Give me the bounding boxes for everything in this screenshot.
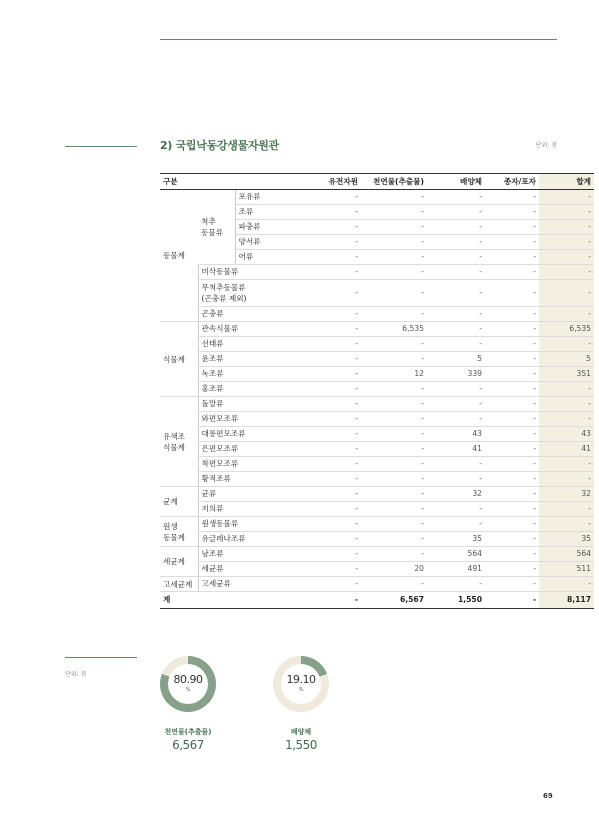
cell-value: - — [361, 220, 427, 235]
cell-value: - — [307, 265, 361, 280]
cell-value: - — [485, 397, 539, 412]
row-label: 균류 — [198, 487, 307, 502]
cell-value: - — [539, 265, 594, 280]
percent-sign: % — [185, 687, 191, 693]
row-label: 윤조류 — [198, 352, 307, 367]
top-rule — [160, 39, 557, 40]
row-label: 홍조류 — [198, 382, 307, 397]
row-label: 와편모조류 — [198, 412, 307, 427]
cell-value: - — [361, 397, 427, 412]
cell-value: - — [485, 265, 539, 280]
row-label: 어류 — [235, 250, 307, 265]
percent-sign: % — [298, 687, 304, 693]
cell-value: - — [485, 235, 539, 250]
cell-value: - — [427, 472, 485, 487]
cell-value: - — [539, 307, 594, 322]
cell-value: 5 — [539, 352, 594, 367]
table-row — [160, 517, 594, 532]
cell-value: - — [539, 250, 594, 265]
table-row — [160, 397, 594, 412]
row-label: 은편모조류 — [198, 442, 307, 457]
cell-value: - — [361, 235, 427, 250]
cell-value: - — [361, 250, 427, 265]
cell-value: - — [361, 337, 427, 352]
cell-value: 35 — [539, 532, 594, 547]
table-row — [160, 337, 594, 352]
cell-value: 35 — [427, 532, 485, 547]
header-genetic: 유전자원 — [307, 174, 361, 190]
table-row — [160, 532, 594, 547]
row-label: 지의류 — [198, 502, 307, 517]
group-label: 동물계 — [160, 190, 198, 322]
cell-value: - — [307, 235, 361, 250]
cell-value: - — [485, 427, 539, 442]
total-label: 계 — [160, 592, 307, 609]
table-row — [160, 427, 594, 442]
cell-value: - — [485, 472, 539, 487]
cell-value: - — [539, 397, 594, 412]
cell-value: 491 — [427, 562, 485, 577]
cell-value: - — [307, 457, 361, 472]
donut-label: 배양체 — [290, 728, 312, 736]
cell-value: - — [427, 517, 485, 532]
collection-table — [160, 173, 594, 609]
cell-value: - — [307, 562, 361, 577]
cell-value: - — [427, 577, 485, 592]
cell-value: - — [427, 412, 485, 427]
donut-percent: 80.90 — [173, 673, 203, 686]
row-label: 양서류 — [235, 235, 307, 250]
cell-value: 32 — [427, 487, 485, 502]
row-label: 포유류 — [235, 190, 307, 205]
cell-value: - — [485, 532, 539, 547]
cell-value: - — [485, 382, 539, 397]
row-label: 유글레나조류 — [198, 532, 307, 547]
cell-value: 41 — [539, 442, 594, 457]
table-row — [160, 502, 594, 517]
cell-value: 351 — [539, 367, 594, 382]
donut-label: 천연물(추출물) — [164, 728, 212, 736]
cell-value: - — [361, 547, 427, 562]
page-number: 69 — [543, 792, 553, 800]
cell-value: - — [427, 382, 485, 397]
table-row — [160, 382, 594, 397]
cell-value: 32 — [539, 487, 594, 502]
cell-value: - — [361, 265, 427, 280]
cell-value: - — [361, 352, 427, 367]
cell-value: 511 — [539, 562, 594, 577]
row-label: 착편모조류 — [198, 457, 307, 472]
cell-value: 339 — [427, 367, 485, 382]
unit-label-left: 단위: 점 — [65, 671, 87, 678]
cell-value: - — [485, 412, 539, 427]
cell-value: - — [307, 427, 361, 442]
donut-value: 6,567 — [172, 738, 204, 752]
total-value: 1,550 — [427, 592, 485, 609]
cell-value: - — [307, 487, 361, 502]
table-header — [160, 174, 594, 190]
cell-value: - — [485, 322, 539, 337]
total-row — [160, 592, 594, 609]
cell-value: 43 — [427, 427, 485, 442]
cell-value: - — [485, 487, 539, 502]
cell-value: - — [427, 307, 485, 322]
cell-value: - — [485, 220, 539, 235]
cell-value: - — [361, 427, 427, 442]
table-row — [160, 190, 594, 205]
cell-value: - — [361, 502, 427, 517]
table-row — [160, 577, 594, 592]
cell-value: - — [539, 190, 594, 205]
cell-value: - — [307, 532, 361, 547]
cell-value: - — [307, 280, 361, 307]
cell-value: - — [307, 322, 361, 337]
left-rule — [65, 146, 137, 147]
left-rule-2 — [65, 657, 137, 658]
cell-value: - — [427, 190, 485, 205]
cell-value: - — [485, 337, 539, 352]
cell-value: - — [361, 457, 427, 472]
row-label: 녹조류 — [198, 367, 307, 382]
table-row — [160, 265, 594, 280]
cell-value: - — [361, 517, 427, 532]
cell-value: - — [485, 442, 539, 457]
cell-value: - — [307, 517, 361, 532]
row-label: 관속식물류 — [198, 322, 307, 337]
unit-label: 단위: 점 — [535, 142, 557, 149]
group-label: 고세균계 — [160, 577, 198, 592]
row-label: 무척추동물류 (곤충류 제외) — [198, 280, 307, 307]
table-row — [160, 307, 594, 322]
cell-value: - — [307, 250, 361, 265]
header-seed: 종자/포자 — [485, 174, 539, 190]
row-label: 황적조류 — [198, 472, 307, 487]
table-row — [160, 487, 594, 502]
cell-value: - — [361, 412, 427, 427]
cell-value: 43 — [539, 427, 594, 442]
cell-value: - — [485, 367, 539, 382]
cell-value: - — [307, 352, 361, 367]
row-label: 남조류 — [198, 547, 307, 562]
cell-value: - — [361, 487, 427, 502]
total-value: - — [485, 592, 539, 609]
cell-value: - — [307, 367, 361, 382]
cell-value: - — [539, 502, 594, 517]
cell-value: - — [485, 280, 539, 307]
cell-value: - — [307, 382, 361, 397]
cell-value: - — [307, 472, 361, 487]
row-label: 원생동물류 — [198, 517, 307, 532]
subgroup-label: 척추 동물류 — [198, 190, 235, 265]
cell-value: - — [539, 472, 594, 487]
cell-value: - — [539, 220, 594, 235]
cell-value: - — [307, 412, 361, 427]
row-label: 고세균류 — [198, 577, 307, 592]
donut-percent: 19.10 — [286, 673, 316, 686]
cell-value: - — [361, 307, 427, 322]
group-label: 세균계 — [160, 547, 198, 577]
row-label: 곤충류 — [198, 307, 307, 322]
header-category: 구분 — [160, 174, 307, 190]
cell-value: 12 — [361, 367, 427, 382]
cell-value: - — [307, 442, 361, 457]
cell-value: - — [427, 502, 485, 517]
row-label: 선태류 — [198, 337, 307, 352]
cell-value: - — [361, 472, 427, 487]
cell-value: - — [485, 502, 539, 517]
group-label: 유색조 식물계 — [160, 397, 198, 487]
cell-value: - — [361, 532, 427, 547]
table-row — [160, 322, 594, 337]
cell-value: 6,535 — [539, 322, 594, 337]
cell-value: - — [307, 337, 361, 352]
table-row — [160, 442, 594, 457]
table-row — [160, 457, 594, 472]
group-label: 균계 — [160, 487, 198, 517]
cell-value: - — [539, 382, 594, 397]
cell-value: - — [427, 250, 485, 265]
table-row — [160, 562, 594, 577]
cell-value: - — [307, 220, 361, 235]
row-label: 미삭동물류 — [198, 265, 307, 280]
cell-value: - — [427, 322, 485, 337]
cell-value: - — [427, 280, 485, 307]
row-label: 세균류 — [198, 562, 307, 577]
table-row — [160, 472, 594, 487]
table-row — [160, 352, 594, 367]
cell-value: - — [307, 547, 361, 562]
cell-value: 564 — [539, 547, 594, 562]
group-label: 식물계 — [160, 322, 198, 397]
cell-value: - — [427, 397, 485, 412]
cell-value: - — [427, 220, 485, 235]
table-row — [160, 367, 594, 382]
cell-value: - — [539, 235, 594, 250]
cell-value: - — [307, 502, 361, 517]
cell-value: - — [427, 205, 485, 220]
total-value: 8,117 — [539, 592, 594, 609]
cell-value: - — [485, 547, 539, 562]
cell-value: - — [539, 457, 594, 472]
cell-value: - — [485, 190, 539, 205]
group-label: 원생 동물계 — [160, 517, 198, 547]
row-label: 조류 — [235, 205, 307, 220]
cell-value: 20 — [361, 562, 427, 577]
cell-value: - — [485, 457, 539, 472]
cell-value: - — [485, 562, 539, 577]
cell-value: - — [307, 190, 361, 205]
cell-value: - — [485, 307, 539, 322]
cell-value: - — [427, 337, 485, 352]
cell-value: 5 — [427, 352, 485, 367]
cell-value: - — [361, 205, 427, 220]
cell-value: - — [361, 577, 427, 592]
cell-value: - — [361, 442, 427, 457]
donut-value: 1,550 — [285, 738, 317, 752]
header-extract: 천연물(추출물) — [361, 174, 427, 190]
table-row — [160, 547, 594, 562]
cell-value: - — [485, 577, 539, 592]
cell-value: - — [307, 205, 361, 220]
cell-value: - — [307, 397, 361, 412]
cell-value: - — [539, 337, 594, 352]
cell-value: 41 — [427, 442, 485, 457]
cell-value: - — [539, 280, 594, 307]
cell-value: - — [539, 517, 594, 532]
cell-value: - — [307, 307, 361, 322]
row-label: 돌말류 — [198, 397, 307, 412]
cell-value: - — [485, 517, 539, 532]
cell-value: - — [307, 577, 361, 592]
total-value: 6,567 — [361, 592, 427, 609]
cell-value: - — [427, 265, 485, 280]
cell-value: - — [539, 205, 594, 220]
cell-value: - — [361, 190, 427, 205]
header-culture: 배양체 — [427, 174, 485, 190]
cell-value: - — [539, 412, 594, 427]
cell-value: - — [427, 235, 485, 250]
cell-value: - — [361, 382, 427, 397]
cell-value: - — [539, 577, 594, 592]
row-label: 대롱편모조류 — [198, 427, 307, 442]
header-total: 합계 — [539, 174, 594, 190]
cell-value: - — [361, 280, 427, 307]
cell-value: - — [485, 205, 539, 220]
cell-value: - — [485, 352, 539, 367]
cell-value: 6,535 — [361, 322, 427, 337]
cell-value: - — [485, 250, 539, 265]
total-value: - — [307, 592, 361, 609]
row-label: 파충류 — [235, 220, 307, 235]
table-row — [160, 280, 594, 307]
cell-value: - — [427, 457, 485, 472]
cell-value: 564 — [427, 547, 485, 562]
section-title: 2) 국립낙동강생물자원관 — [160, 139, 279, 152]
table-row — [160, 412, 594, 427]
